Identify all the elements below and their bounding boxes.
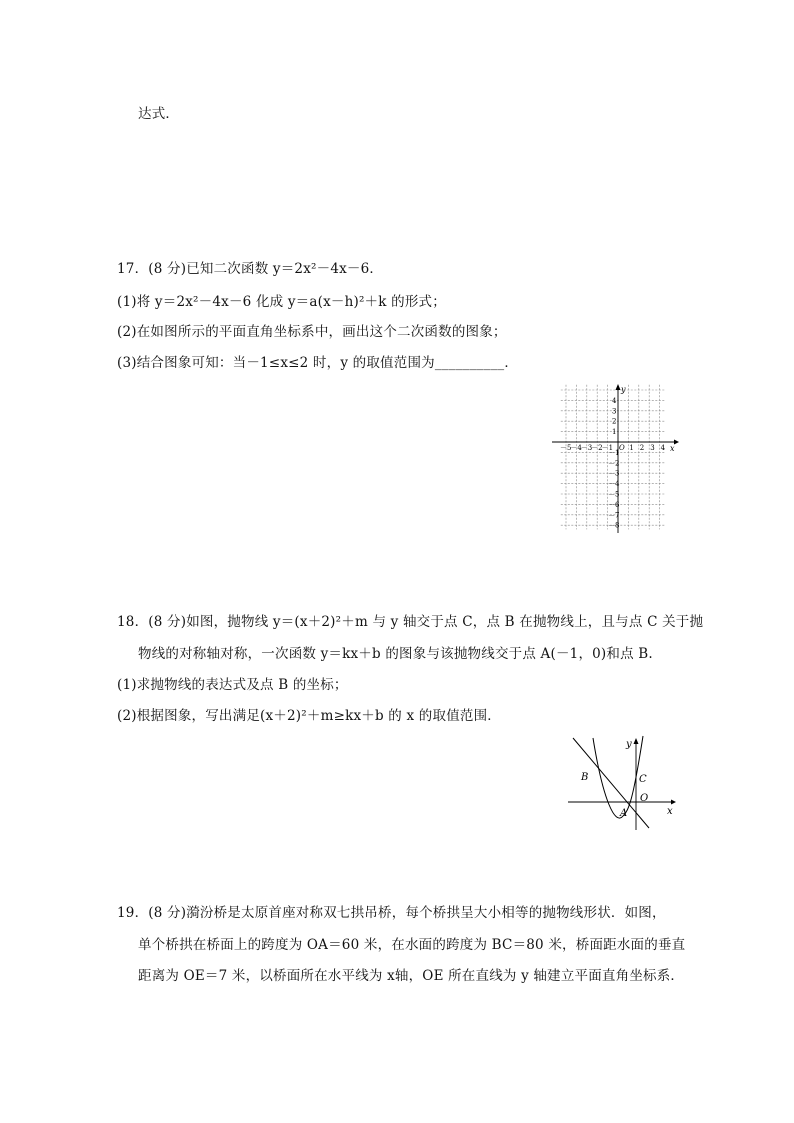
- parabola-curve: [593, 736, 643, 818]
- q17-coordinate-grid: [550, 383, 680, 538]
- x-tick-label: －5: [560, 444, 572, 452]
- y-tick-label: －6: [608, 500, 620, 509]
- q17-part-3: (3)结合图象可知：当－1≤x≤2 时，y 的取值范围为__________．: [117, 355, 519, 371]
- point-b-label: B: [581, 772, 589, 783]
- q18-part-2: (2)根据图象，写出满足(x＋2)²＋m≥kx＋b 的 x 的取值范围．: [117, 708, 502, 724]
- y-tick-label: －1: [608, 448, 620, 457]
- y-axis-label: y: [621, 385, 626, 394]
- x-axis-label: x: [670, 444, 675, 453]
- x-axis-label: x: [667, 806, 673, 817]
- y-tick-label: 2: [612, 417, 617, 426]
- y-axis-label: y: [626, 739, 632, 750]
- q18-part-1: (1)求抛物线的表达式及点 B 的坐标；: [117, 677, 348, 693]
- q18-stem-continued: 物线的对称轴对称，一次函数 y＝kx＋b 的图象与该抛物线交于点 A(－1，0)和点 B.: [138, 646, 653, 662]
- previous-question-tail: 达式．: [138, 106, 180, 122]
- x-tick-label: 3: [650, 444, 655, 452]
- y-axis-arrow: [616, 384, 621, 390]
- y-tick-label: －8: [608, 521, 620, 530]
- point-a-label: A: [620, 808, 628, 819]
- q19-line-3: 距离为 OE＝7 米，以桥面所在水平线为 x轴，OE 所在直线为 y 轴建立平面直角坐标系．: [138, 968, 685, 984]
- y-axis-arrow: [634, 738, 639, 744]
- x-tick-label: －1: [601, 444, 614, 452]
- x-tick-label: O: [619, 444, 625, 452]
- x-tick-label: －4: [570, 444, 582, 452]
- point-c-label: C: [639, 774, 647, 785]
- y-tick-label: －5: [608, 490, 620, 499]
- y-tick-label: －3: [608, 469, 620, 478]
- q18-stem: 18．(8 分)如图，抛物线 y＝(x＋2)²＋m 与 y 轴交于点 C，点 B 在抛物线上，且与点 C 关于抛: [117, 614, 704, 630]
- x-tick-label: 2: [639, 444, 645, 452]
- y-tick-label: －2: [608, 459, 620, 468]
- x-tick-label: 1: [629, 444, 634, 452]
- y-tick-label: 4: [612, 396, 617, 405]
- y-tick-label: 1: [612, 428, 617, 437]
- q17-part-1: (1)将 y＝2x²－4x－6 化成 y＝a(x－h)²＋k 的形式；: [117, 294, 446, 310]
- x-axis-arrow: [671, 800, 676, 805]
- x-tick-label: －2: [591, 444, 603, 452]
- origin-label: O: [640, 793, 649, 804]
- q18-parabola-figure: [563, 730, 683, 835]
- line-ab: [573, 738, 649, 828]
- q17-stem: 17．(8 分)已知二次函数 y＝2x²－4x－6．: [117, 261, 384, 277]
- q19-line-2: 单个桥拱在桥面上的跨度为 OA＝60 米，在水面的跨度为 BC＝80 米，桥面距水面的垂直: [138, 937, 686, 953]
- q19-line-1: 19．(8 分)漪汾桥是太原首座对称双七拱吊桥，每个桥拱呈大小相等的抛物线形状．如图，: [117, 905, 666, 921]
- q17-part-2: (2)在如图所示的平面直角坐标系中，画出这个二次函数的图象；: [117, 324, 507, 340]
- y-tick-label: －4: [608, 480, 620, 489]
- y-tick-label: 3: [612, 407, 617, 416]
- x-tick-label: －3: [580, 444, 593, 452]
- x-axis-arrow: [674, 440, 679, 445]
- x-tick-label: 4: [660, 444, 666, 452]
- y-tick-label: －7: [608, 511, 620, 520]
